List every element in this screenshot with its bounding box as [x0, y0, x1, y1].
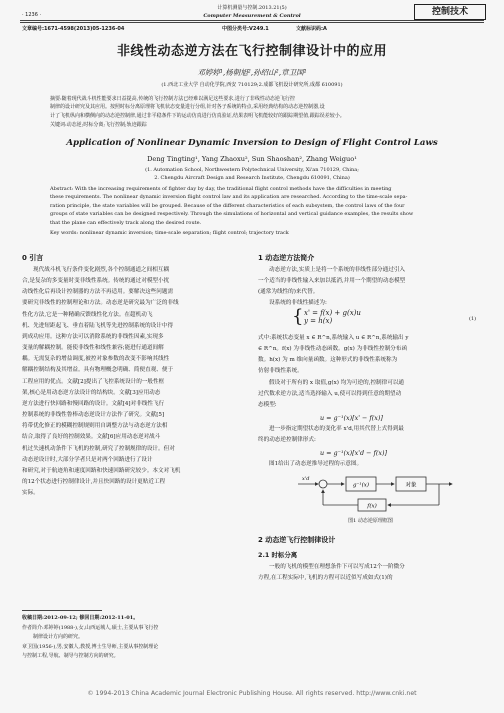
text-line: (通常为线性的)来代替。	[258, 289, 319, 296]
section-heading-2: 2 动态逆飞行控制律设计	[258, 536, 336, 544]
abstract-cn-line: 摘要:随着现代战斗机性能要求日益提高,传统的飞行控制方法已经难以满足这些要求,进行了非线性动态逆飞行控	[50, 96, 295, 102]
text-line: 方程,在工程实际中,飞机的方程可以近似写成如式(1)的	[258, 575, 393, 582]
abstract-en-line: Abstract: With the increasing requirements of fighter day by day, the traditional flight control methods have the difficulties in meeting	[50, 186, 392, 192]
text-line: 到成功应用。这种方法可以消除系统的非线性因素,实现多	[22, 333, 164, 340]
text-line: 逆方法进行快回路和慢回路的设计。文献[4]对非线性飞行	[22, 400, 165, 407]
footnote-rule	[22, 610, 102, 611]
section-2-text	[258, 562, 483, 584]
text-line: 实际。	[22, 490, 39, 497]
abstract-en-line: groups of state variables can be designed respectively. Through the simulations of horizontal and vertical guidance examples, the results show	[50, 211, 414, 218]
diagram-input-label: x'd	[302, 476, 310, 482]
text-line: 工程应用的优点。文献[2]提出了飞控系统设计的一般性框	[22, 378, 165, 385]
author-bio: 章卫国(1956-),男,安徽人,教授,博士生导师,主要从事控制理论	[22, 644, 159, 651]
text-line: 结合,取得了良好的控制效果。文献[6]应用动态逆对战斗	[22, 434, 161, 441]
abstract-cn-line: 制律的设计研究及其应用。按照时标分离原理将飞机状态变量进行分组,针对各子系统的特点,采用经典结构的动态逆控制器,设	[50, 104, 325, 111]
footnote	[22, 614, 247, 660]
intro-paragraph	[22, 265, 247, 499]
equation-2: u = g⁻¹(x)[x' − f(x)]	[320, 414, 383, 422]
text-line: 将带优化修正的模糊控制规则用自调整方法与动态逆方法相	[22, 423, 168, 430]
affiliation-en	[0, 166, 504, 183]
text-line: 耦。无需复杂的增益调度,被控对象参数的改变不影响其线性	[22, 356, 170, 363]
affiliation-cn: (1.西北工业大学 自动化学院,西安 710129;2.成都飞机设计研究所,成都 610091)	[161, 82, 343, 88]
text-line: 解耦控制结构及其增益。具有物理概念明确、简便直观、便于	[22, 367, 174, 374]
keywords-en: Key words: nonlinear dynamic inversion; time-scale separation; flight control; trajectory track	[50, 230, 289, 236]
abstract-cn	[50, 95, 455, 120]
page-number: · 1236 ·	[22, 12, 42, 18]
text-line: 架,核心是用动态逆方法设计的结构块。文献[3]应用动态	[22, 389, 161, 396]
section-1-text	[258, 265, 483, 310]
diagram-block-label: f(x)	[367, 503, 377, 510]
text-line: 一个适当的非线性输入来加以抵消,并用一个期望的动态模型	[258, 278, 406, 285]
clc-number: 中图分类号:V249.1	[222, 26, 269, 32]
text-line: 假设对于所有的 x 取值,g(x) 均为可逆的,控制律可以通	[269, 379, 405, 386]
text-line: 机过失速机动条件下飞机的控制,研究了控制规律的设计。但对	[22, 445, 175, 452]
text-line: ∈ R^n。f(x) 为非线性动态函数。g(x) 为非线性控制分布函	[258, 346, 407, 353]
section-heading-intro: 0 引言	[22, 254, 44, 262]
affiliation-en-line: (1. Automation School, Northwestern Polytechnical University, Xi'an 710129, China;	[145, 167, 359, 173]
document-code: 文献标识码:A	[296, 26, 327, 32]
abstract-en	[50, 185, 455, 227]
section-heading-1: 1 动态逆方法简介	[258, 254, 315, 262]
text-line: 态模型:	[258, 401, 277, 408]
equation-3: u = g⁻¹(x)[x'd − f(x)]	[320, 449, 387, 457]
author-bio: 与控制工程,导航、制导与控制方向的研究。	[22, 652, 119, 659]
section-1-text-3	[258, 424, 483, 446]
abstract-en-line: these requirements. The nonlinear dynamic inversion flight control law and its application are researched. According to the time-scale sepa-	[50, 194, 408, 201]
text-line: 过代数求逆方法,适当选择输入 u,使可以得到任意的期望动	[258, 390, 402, 397]
text-line: 动线性化后再设计控制器的方法不再适用。要解决这些问题需	[22, 289, 174, 296]
text-line: 机、先进短距起飞、垂直着陆飞机等先进控制系统的设计中得	[22, 322, 174, 329]
text-line: 式中:系统状态变量 x ∈ R^n,系统输入 u ∈ R^n,系统输出 y	[258, 335, 409, 341]
keywords-cn: 关键词:动态逆;时标分离;飞行控制;轨迹跟踪	[50, 122, 147, 128]
authors-cn: 邓婷婷¹,杨朝旭²,孙绍山²,章卫国¹	[197, 68, 307, 77]
author-bio: 作者简介:邓婷婷(1988-),女,山西运城人,硕士,主要从事飞行控	[22, 625, 159, 632]
text-line: 性化方法,它是一种精确反馈线性化方法。在超机动飞	[22, 311, 153, 318]
text-line: 仿射非线性系统。	[258, 368, 303, 375]
text-line: 变量的解耦控制。能使非线性和线性兼容;能进行通道间解	[22, 345, 164, 352]
section-1-text-2	[258, 333, 483, 411]
journal-name-en: Computer Measurement & Control	[203, 13, 301, 19]
text-line: 控制系统的非线性鲁棒动态逆设计方法作了研究。文献[5]	[22, 412, 165, 419]
text-line: 动态逆方法,实质上是将一个系统的非线性部分通过引入	[269, 267, 406, 273]
section-badge: 控制技术	[414, 4, 486, 20]
title-cn: 非线性动态逆方法在飞行控制律设计中的应用	[116, 44, 387, 59]
equation-number: (1)	[469, 316, 477, 322]
copyright-footer: © 1994-2013 China Academic Journal Electronic Publishing House. All rights reserved. http://www.cnki.net	[87, 690, 417, 697]
header-rule-2	[20, 22, 484, 23]
text-line: 的12个状态进行控制律设计,并且快回路的设计更贴近工程	[22, 478, 166, 485]
title-en: Application of Nonlinear Dynamic Inversion to Design of Flight Control Laws	[66, 138, 438, 148]
equation-1: { x' = f(x) + g(x)u y = h(x)	[292, 306, 361, 327]
diagram-summing-junction	[319, 480, 327, 488]
text-line: 和研究,对于航迹角和速度回路和快速回路研究较少。本文对飞机	[22, 467, 181, 474]
text-line: 合,是复杂的多变量时变非线性系统。传统的通过对模型小扰	[22, 278, 170, 285]
text-line: 一般的飞机的模型在理想条件下可以写成12个一阶微分	[269, 564, 405, 570]
text-line: 设系统的非线性描述为:	[269, 300, 327, 307]
figure-caption: 图1 动态逆原理框图	[348, 518, 393, 524]
authors-en: Deng Tingting¹, Yang Zhaoxu², Sun Shaoshan², Zhang Weiguo¹	[147, 155, 357, 163]
figure-reference: 图1给出了动态逆推导过程的示意图。	[269, 461, 363, 467]
subsection-heading-2-1: 2.1 时标分离	[258, 551, 298, 559]
affiliation-en-line: 2. Chengdu Aircraft Design and Research Institute, Chengdu 610091, China)	[154, 175, 350, 182]
figure-1-diagram	[296, 470, 456, 514]
diagram-block-label: 对象	[405, 482, 417, 489]
text-line: 终的动态逆控制律形式:	[258, 437, 316, 444]
text-line: 动态逆设计时,大部分学者只是对两个回路进行了设计	[22, 456, 153, 463]
journal-name-cn: 计算机测量与控制.2013.21(5)	[217, 5, 287, 11]
header-rule	[20, 20, 484, 21]
text-line: 进一步指定期望状态的变化率 x'd,用其代替上式得到最	[269, 426, 404, 432]
abstract-cn-line: 计了飞机纵向和横侧向的动态逆控制律,通过非平稳条件下的运动仿真进行仿真验证,结果表明飞机能较好的跟踪期望值,跟踪误差较小。	[50, 112, 345, 119]
diagram-block-label: g⁻¹(x)	[352, 482, 370, 489]
received-date: 收稿日期:2012-09-12; 修回日期:2012-11-01。	[22, 615, 139, 621]
article-number: 文章编号:1671-4598(2013)05-1236-04	[22, 26, 125, 32]
abstract-en-line: that the plane can effectively track along the desired route.	[50, 219, 202, 226]
abstract-en-line: ration principle, the state variables will be grouped. Because of the different characteristics of each subsystem, the control laws of the four	[50, 202, 405, 209]
text-line: 数。h(x) 为 m 维向量函数。这种形式的非线性系统称为	[258, 357, 398, 364]
text-line: 要研究非线性的控制理论和方法。动态逆是研究最为广泛的非线	[22, 300, 179, 307]
text-line: 现代战斗机飞行条件变化剧烈,各个控制通道之间相互耦	[33, 267, 170, 273]
author-bio: 制律设计方向的研究。	[33, 633, 84, 640]
